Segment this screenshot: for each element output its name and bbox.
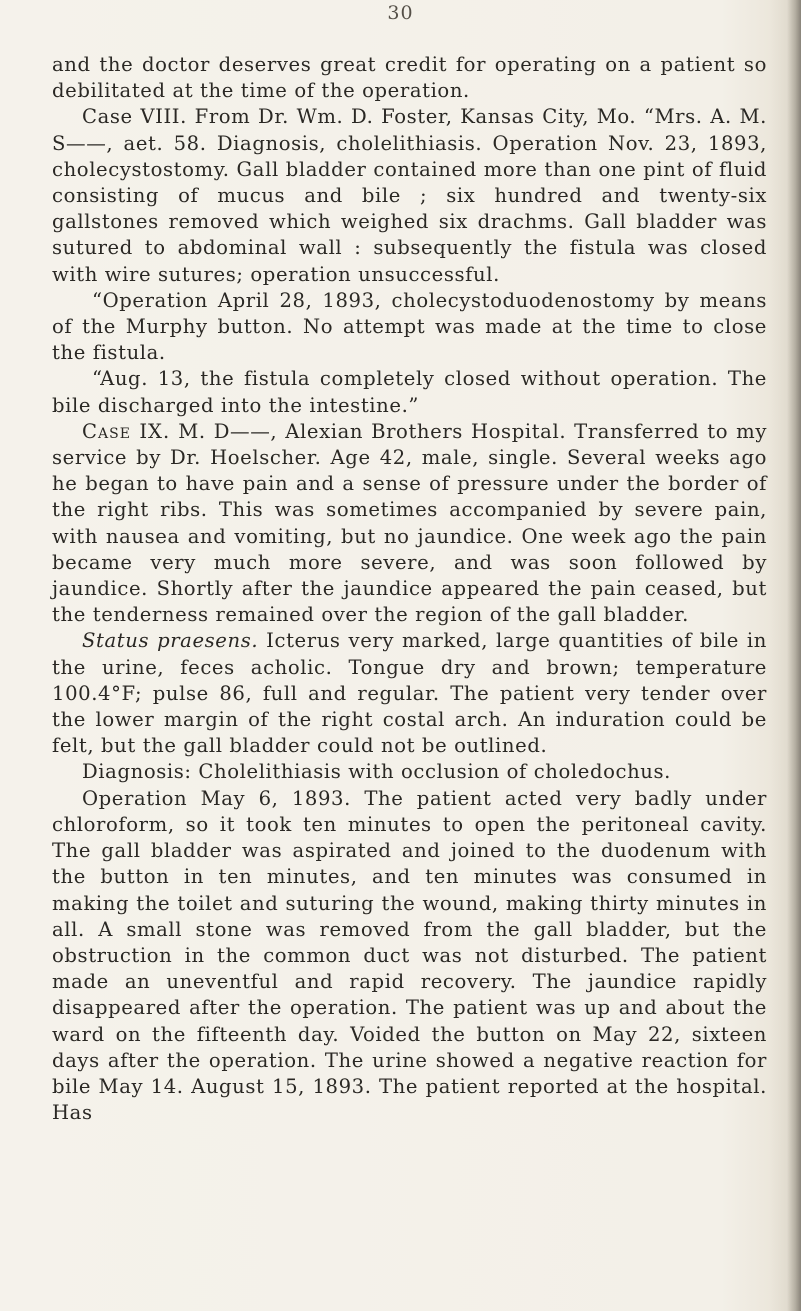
body-text — [52, 52, 767, 1126]
paragraph-case-ix — [52, 419, 767, 629]
paragraph-status-praesens — [52, 628, 767, 759]
paragraph-operation-may: Operation May 6, 1893. The patient acted very badly under chloroform, so it took ten minutes to open the peritoneal cavity. The gall bladder was aspirated and joined to the duodenum with the button in ten minutes, and ten minutes was consumed in making the toilet and suturing the wound, making thirty minutes in all. A small stone was removed from the gall bladder, but the obstruction in the common duct was not disturbed. The patient made an uneventful and rapid recovery. The jaundice rapidly disappeared after the operation. The patient was up and about the ward on the fifteenth day. Voided the button on May 22, sixteen days after the operation. The urine showed a negative reaction for bile May 14. August 15, 1893. The patient reported at the hospital. Has — [52, 786, 767, 1125]
paragraph-diagnosis: Diagnosis: Cholelithiasis with occlusion of choledochus. — [82, 760, 671, 784]
status-praesens-text: Icterus very marked, large quantities of bile in the urine, feces acholic. Tongue dry and brown; temperature 100.4°F; pulse 86, full and regular. The patient very tender over the lower margin of the right costal arch. An induration could be felt, but the gall bladder could not be outlined. — [52, 629, 767, 758]
case-ix-heading: Case IX. — [82, 419, 171, 443]
paragraph-case-viii: Case VIII. From Dr. Wm. D. Foster, Kansas City, Mo. “Mrs. A. M. S——, aet. 58. Diagnosis, cholelithiasis. Operation Nov. 23, 1893, cholecystostomy. Gall bladder contained more than one pint of fluid consisting of mucus and bile ; six hundred and twenty-six gallstones removed which weighed six drachms. Gall bladder was sutured to abdominal wall : subsequently the fistula was closed with wire sutures; operation unsuccessful. — [52, 105, 767, 286]
page-number: 30 — [387, 2, 414, 24]
page-edge-shadow — [787, 0, 801, 1311]
paragraph-aug-13: “Aug. 13, the fistula completely closed without operation. The bile discharged into the intestine.” — [52, 367, 767, 417]
paragraph-intro: and the doctor deserves great credit for operating on a patient so debilitated at the time of the operation. — [52, 53, 767, 103]
status-praesens-heading: Status praesens. — [82, 629, 259, 653]
paragraph-operation-april: “Operation April 28, 1893, cholecystoduodenostomy by means of the Murphy button. No attempt was made at the time to close the fistula. — [52, 288, 767, 365]
case-ix-text: M. D——, Alexian Brothers Hospital. Transferred to my service by Dr. Hoelscher. Age 42, male, single. Several weeks ago he began to have pain and a sense of pressure under the border of the right ribs. This was sometimes accompanied by severe pain, with nausea and vomiting, but no jaundice. One week ago the pain became very much more severe, and was soon followed by jaundice. Shortly after the jaundice appeared the pain ceased, but the tenderness remained over the region of the gall bladder. — [52, 419, 767, 627]
